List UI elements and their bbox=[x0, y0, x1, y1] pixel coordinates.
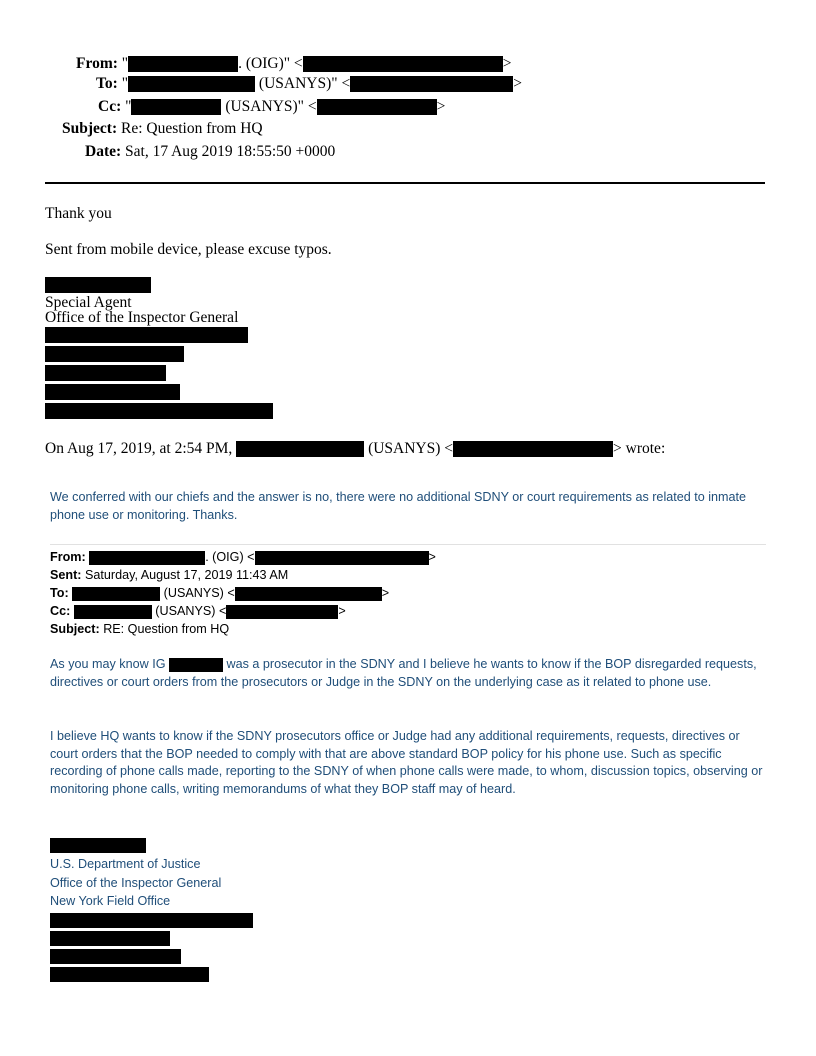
fwd-paragraph-2: I believe HQ wants to know if the SDNY prosecutors office or Judge had any additional requirements, requests, directives or court orders that the BOP needed to comply with that are above standard BOP policy for his phone use. Such as specific recording of phone calls made, reporting to the SDNY of when phone calls were made, to whom, discussion topics, observing or monitoring phone calls, writing memorandums of what they BOP staff may of heard. bbox=[50, 729, 763, 796]
from-close: > bbox=[502, 55, 512, 72]
forward-divider bbox=[50, 544, 766, 545]
fwd-from-suffix: . (OIG) < bbox=[205, 550, 255, 564]
redaction-box bbox=[72, 587, 160, 601]
redaction-box bbox=[226, 605, 338, 619]
fwd-cc-label: Cc: bbox=[50, 604, 71, 618]
redaction-box bbox=[128, 56, 238, 72]
from-suffix: . (OIG)" < bbox=[238, 55, 303, 72]
date-value: Sat, 17 Aug 2019 18:55:50 +0000 bbox=[125, 143, 336, 160]
redaction-box bbox=[453, 441, 613, 457]
subject-label: Subject: bbox=[62, 120, 118, 137]
redaction-box bbox=[317, 99, 437, 115]
to-label: To: bbox=[96, 75, 118, 92]
to-close: > bbox=[513, 75, 522, 92]
header-divider bbox=[45, 182, 765, 184]
to-suffix: (USANYS)" < bbox=[255, 75, 351, 92]
fwd-sig-line2: Office of the Inspector General bbox=[50, 875, 222, 890]
cc-quote: " bbox=[125, 98, 132, 115]
redaction-box bbox=[45, 327, 248, 343]
fwd-cc-row bbox=[50, 602, 346, 620]
quote-intro-wrote: > wrote: bbox=[613, 440, 666, 457]
redaction-box bbox=[303, 56, 503, 72]
fwd-sig-line3: New York Field Office bbox=[50, 894, 171, 908]
fwd-sent-value: Saturday, August 17, 2019 11:43 AM bbox=[84, 568, 289, 582]
fwd-to-suffix: (USANYS) < bbox=[160, 586, 235, 600]
cc-close: > bbox=[436, 98, 446, 115]
quote-intro-org: (USANYS) < bbox=[368, 440, 454, 457]
redaction-box bbox=[45, 384, 180, 400]
fwd-signature-block bbox=[50, 838, 253, 982]
redaction-box bbox=[169, 658, 223, 672]
fwd-subject-value: RE: Question from HQ bbox=[103, 622, 230, 636]
from-quote: " bbox=[121, 55, 129, 72]
fwd-cc-suffix: (USANYS) < bbox=[151, 604, 227, 618]
fwd-from-row bbox=[50, 548, 436, 566]
fwd-paragraph-1 bbox=[50, 656, 770, 691]
header-to-row bbox=[96, 74, 522, 94]
redaction-box bbox=[89, 551, 205, 565]
sig-org: Office of the Inspector General bbox=[45, 309, 239, 326]
redaction-box bbox=[74, 605, 152, 619]
redaction-box bbox=[50, 967, 209, 982]
header-cc-row bbox=[98, 97, 445, 117]
redaction-box bbox=[350, 76, 513, 92]
fwd-from-close: > bbox=[428, 550, 436, 564]
to-quote: " bbox=[121, 75, 129, 92]
cc-label: Cc: bbox=[98, 98, 122, 115]
fwd-cc-close: > bbox=[338, 604, 346, 618]
signature-block bbox=[45, 277, 273, 419]
redaction-box bbox=[235, 587, 382, 601]
header-date-row bbox=[85, 142, 335, 162]
redaction-box bbox=[50, 913, 253, 928]
quote-intro-date: On Aug 17, 2019, at 2:54 PM, bbox=[45, 440, 233, 457]
quote-intro bbox=[45, 440, 665, 458]
fwd-sent-label: Sent: bbox=[50, 568, 82, 582]
fwd-to-label: To: bbox=[50, 586, 69, 600]
date-label: Date: bbox=[85, 143, 122, 160]
redaction-box bbox=[45, 365, 166, 381]
redaction-box bbox=[45, 346, 184, 362]
header-subject-row bbox=[62, 119, 263, 139]
redaction-box bbox=[236, 441, 364, 457]
redaction-box bbox=[50, 931, 170, 946]
cc-suffix: (USANYS)" < bbox=[221, 98, 317, 115]
fwd-subject-row bbox=[50, 620, 229, 638]
from-label: From: bbox=[76, 55, 118, 72]
fwd-subject-label: Subject: bbox=[50, 622, 100, 636]
redaction-box bbox=[45, 403, 273, 419]
fwd-para1-start: As you may know IG bbox=[50, 657, 166, 671]
header-from-row bbox=[76, 54, 511, 74]
thanks-text: Thank you bbox=[45, 205, 112, 222]
fwd-from-label: From: bbox=[50, 550, 86, 564]
redaction-box bbox=[131, 99, 221, 115]
fwd-para1-rest: was a prosecutor in the SDNY and I believe he wants to know if the BOP disregarded requests, directives or court orders from the prosecutors or Judge in the SDNY on the underlying case as it related to phone use. bbox=[50, 657, 757, 689]
redaction-box bbox=[50, 949, 181, 964]
redaction-box bbox=[128, 76, 255, 92]
sent-from-text: Sent from mobile device, please excuse typos. bbox=[45, 241, 332, 258]
sig-title: Special Agent bbox=[45, 294, 132, 311]
fwd-sent-row bbox=[50, 566, 288, 584]
reply-paragraph: We conferred with our chiefs and the answer is no, there were no additional SDNY or court requirements as related to inmate phone use or monitoring. Thanks. bbox=[50, 490, 747, 522]
fwd-sig-line1: U.S. Department of Justice bbox=[50, 857, 201, 871]
redaction-box bbox=[255, 551, 429, 565]
redaction-box bbox=[45, 277, 151, 293]
subject-value: Re: Question from HQ bbox=[120, 120, 263, 137]
fwd-to-row bbox=[50, 584, 389, 602]
redaction-box bbox=[50, 838, 146, 853]
fwd-to-close: > bbox=[381, 586, 390, 600]
